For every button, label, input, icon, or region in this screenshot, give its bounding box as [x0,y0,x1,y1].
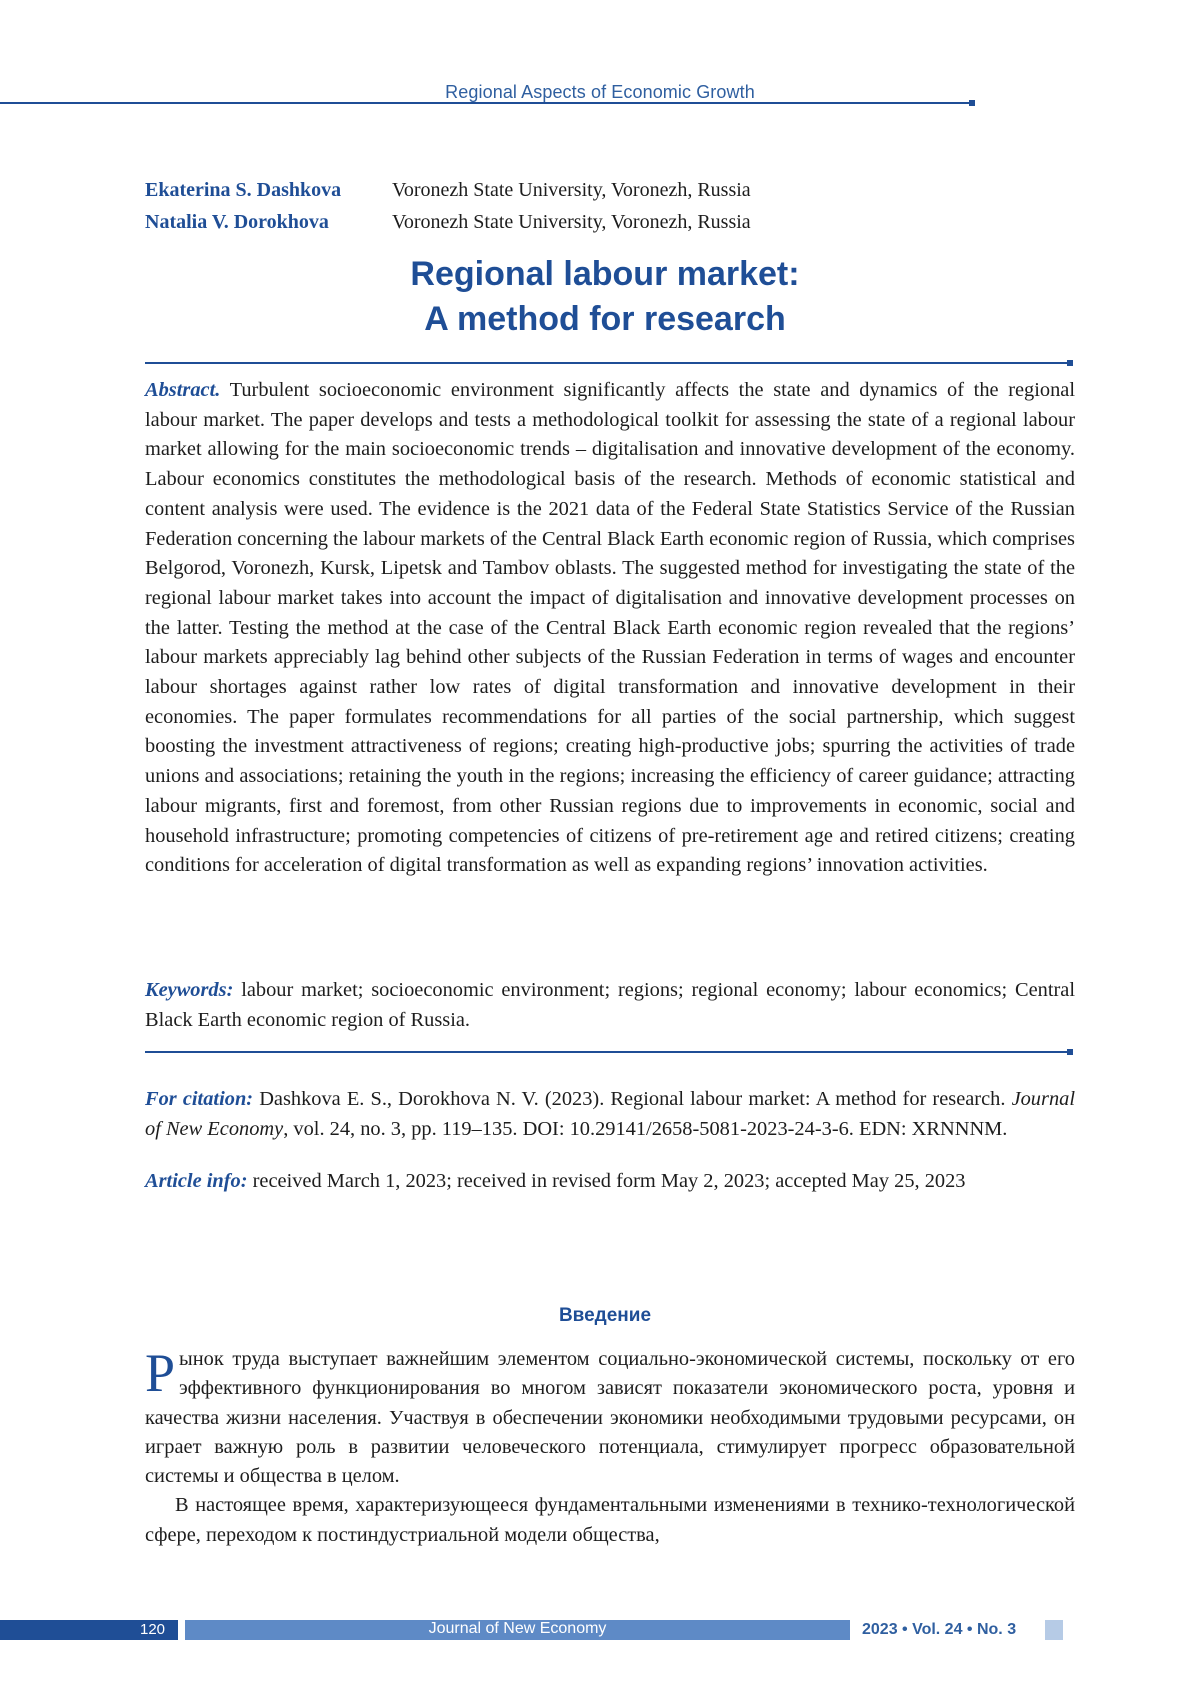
abstract-label: Abstract. [145,379,221,401]
citation-text-before: Dashkova E. S., Dorokhova N. V. (2023). Regional labour market: A method for research. [259,1088,1006,1110]
author-name: Natalia V. Dorokhova [145,211,329,233]
running-header: Regional Aspects of Economic Growth [445,82,755,102]
drop-cap: Р [145,1343,176,1403]
title-line-1: Regional labour market: [410,255,800,293]
paragraph [145,1345,1075,1491]
footer-end-block [1045,1620,1063,1640]
article-info-text: received March 1, 2023; received in revised form May 2, 2023; accepted May 25, 2023 [252,1170,966,1192]
keywords-text: labour market; socioeconomic environment; regions; regional economy; labour economics; Central Black Earth economic region of Russia. [145,979,1075,1031]
article-info-label: Article info: [145,1170,248,1192]
article-info [145,1167,1075,1197]
section-heading: Введение [558,1305,652,1326]
page-number: 120 [140,1621,166,1638]
page-footer [0,1620,1200,1640]
abstract-text: Turbulent socioeconomic environment significantly affects the state and dynamics of the regional labour market. The paper develops and tests a methodological toolkit for assessing the state of a regional labour market allowing for the main socioeconomic trends – digitalisation and innovative development of the economy. Labour economics constitutes the methodological basis of the research. Methods of economic statistical and content analysis were used. The evidence is the 2021 data of the Federal State Statistics Service of the Russian Federation concerning the labour markets of the Central Black Earth economic region of Russia, which comprises Belgorod, Voronezh, Kursk, Lipetsk and Tambov oblasts. The suggested method for investigating the state of the regional labour market takes into account the impact of digitalisation and innovative development processes on the latter. Testing the method at the case of the Central Black Earth economic region revealed that the regions’ labour markets appreciably lag behind other subjects of the Russian Federation in terms of wages and encounter labour shortages against rather low rates of digital transformation and innovative development in their economies. The paper formulates recommendations for all parties of the social partnership, which suggest boosting the investment attractiveness of regions; creating high-productive jobs; spurring the activities of trade unions and associations; retaining the youth in the regions; increasing the efficiency of career guidance; attracting labour migrants, first and foremost, from other Russian regions due to improvements in economic, social and household infrastructure; promoting competencies of citizens of pre-retirement age and retired citizens; creating conditions for acceleration of digital transformation as well as expanding regions’ innovation activities. [145,379,1076,877]
abstract [145,376,1075,881]
author-name: Ekaterina S. Dashkova [145,179,342,201]
author-list [145,174,751,238]
footer-left-bar [0,1620,178,1640]
author-affiliation: Voronezh State University, Voronezh, Russia [392,211,751,233]
footer-issue: 2023 • Vol. 24 • No. 3 [862,1621,1017,1638]
citation-label: For citation: [145,1088,254,1110]
author-affiliation: Voronezh State University, Voronezh, Russia [392,179,751,201]
paper-title [145,252,1065,342]
paragraph: В настоящее время, характеризующееся фундаментальными изменениями в технико-технологической сфере, переходом к постиндустриальной модели общества, [145,1494,1075,1546]
keywords [145,976,1075,1035]
header-rule [0,102,972,104]
citation-text-after: , vol. 24, no. 3, pp. 119–135. DOI: 10.29141/2658-5081-2023-24-3-6. EDN: XRNNNM. [283,1117,1008,1140]
author-row [145,174,751,206]
keywords-label: Keywords: [145,979,234,1001]
citation-journal: Journal of New Economy [145,1088,1075,1140]
author-row [145,206,751,238]
footer-journal-name: Journal of New Economy [428,1620,607,1637]
body-text [145,1345,1075,1550]
abstract-bottom-rule [145,1051,1070,1053]
footer-middle-bar [185,1620,850,1640]
title-line-2: A method for research [424,300,786,338]
paragraph-text: ынок труда выступает важнейшим элементом социально-экономической системы, поскольку от его эффективного функционирования во многом зависят показатели экономического роста, уровня и качества жизни населения. Участвуя в обеспечении экономики необходимыми трудовыми ресурсами, он играет важную роль в развитии человеческого потенциала, стимулирует прогресс образовательной системы и общества в целом. [145,1348,1075,1488]
citation [145,1085,1075,1144]
abstract-top-rule [145,362,1070,364]
